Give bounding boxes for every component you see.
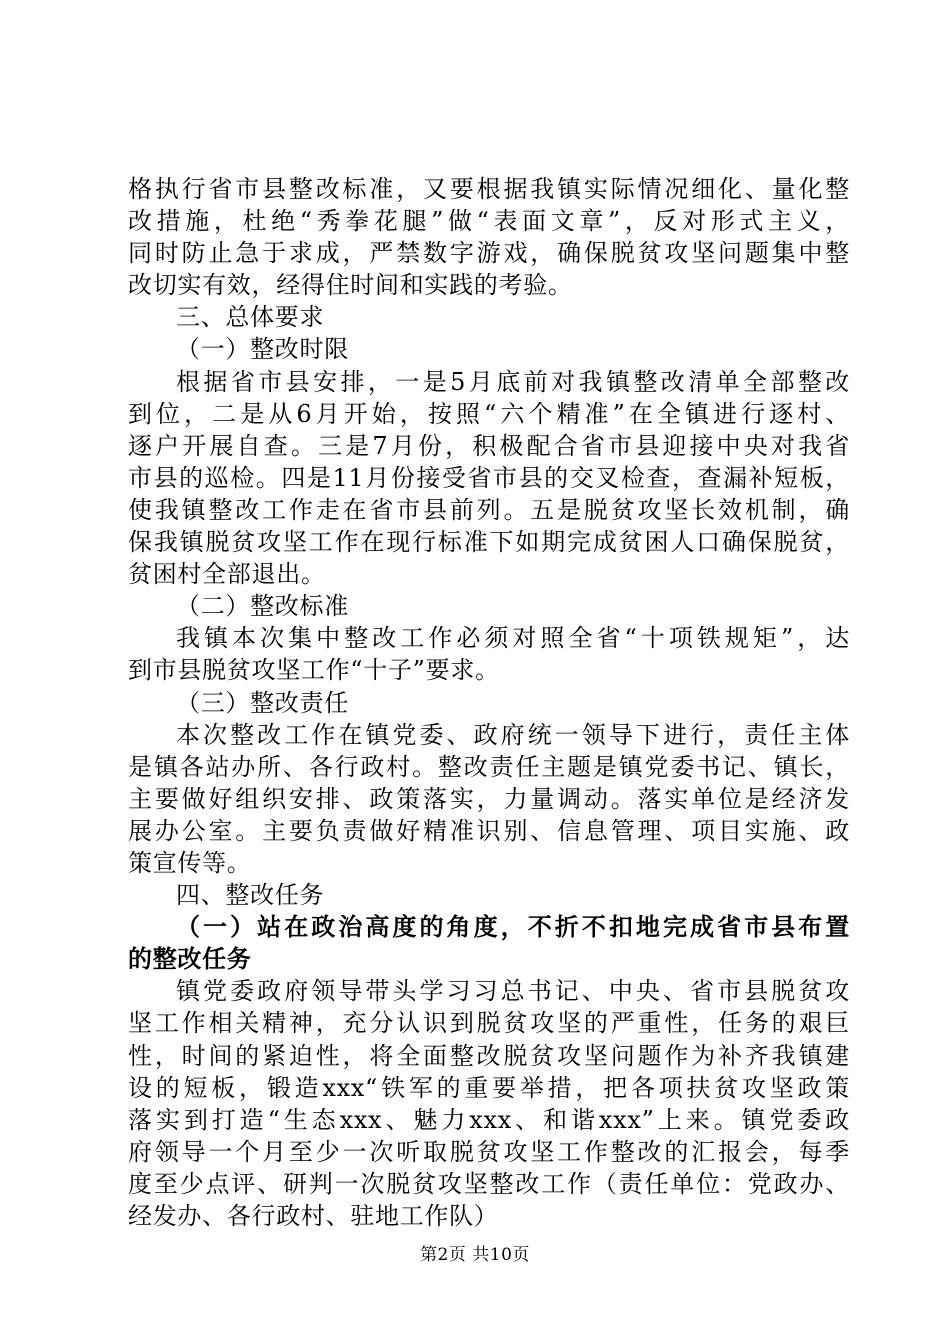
subsection-heading: （一）整改时限 [176,335,349,364]
body-text-line: 坚工作相关精神，充分认识到脱贫攻坚的严重性，任务的艰巨 [128,1009,850,1038]
body-text-line: 性，时间的紧迫性，将全面整改脱贫攻坚问题作为补齐我镇建 [128,1041,850,1070]
subsection-heading: 的整改任务 [128,945,252,974]
body-text-line: 经发办、各行政村、驻地工作队） [128,1202,499,1230]
body-text-line: 本次整改工作在镇党委、政府统一领导下进行，责任主体 [176,720,850,749]
body-text-line: 设的短板，锻造xxx“铁军的重要举措，把各项扶贫攻坚政策 [128,1073,850,1102]
body-text-line: 策宣传等。 [128,848,252,877]
section-heading: 三、总体要求 [176,303,325,332]
body-text-line: 逐户开展自查。三是7月份，积极配合省市县迎接中央对我省 [128,431,850,460]
body-text-line: 主要做好组织安排、政策落实，力量调动。落实单位是经济发 [128,784,850,813]
subsection-heading: （三）整改责任 [176,688,349,717]
body-text-line: 落实到打造“生态xxx、魅力xxx、和谐xxx”上来。镇党委政 [128,1105,850,1134]
body-text-line: 保我镇脱贫攻坚工作在现行标准下如期完成贫困人口确保脱贫， [128,528,850,557]
body-text-line: 市县的巡检。四是11月份接受省市县的交叉检查，查漏补短板， [128,463,850,492]
body-text-line: 是镇各站办所、各行政村。整改责任主题是镇党委书记、镇长， [128,752,850,781]
section-heading: 四、整改任务 [176,881,325,910]
body-text-line: 改措施，杜绝“秀拳花腿”做“表面文章”，反对形式主义， [128,207,850,236]
subsection-heading: （二）整改标准 [176,592,349,621]
body-text-line: 到市县脱贫攻坚工作“十子”要求。 [128,656,500,685]
document-page [128,173,850,1232]
body-text-line: 贫困村全部退出。 [128,560,326,589]
subsection-heading: （一）站在政治高度的角度，不折不扣地完成省市县布置 [176,913,850,942]
body-text-line: 根据省市县安排，一是5月底前对我镇整改清单全部整改 [176,367,850,396]
body-text-line: 到位，二是从6月开始，按照“六个精准”在全镇进行逐村、 [128,399,850,428]
body-text-line: 我镇本次集中整改工作必须对照全省“十项铁规矩”，达 [176,624,850,653]
body-text-line: 度至少点评、研判一次脱贫攻坚整改工作（责任单位：党政办、 [128,1169,850,1198]
page-number-footer: 第2页 共10页 [420,1245,530,1265]
body-text-line: 镇党委政府领导带头学习习总书记、中央、省市县脱贫攻 [176,977,850,1006]
body-text-line: 改切实有效，经得住时间和实践的考验。 [128,271,573,300]
body-text-line: 使我镇整改工作走在省市县前列。五是脱贫攻坚长效机制，确 [128,495,850,524]
body-text-line: 同时防止急于求成，严禁数字游戏，确保脱贫攻坚问题集中整 [128,239,850,268]
body-text-line: 展办公室。主要负责做好精准识别、信息管理、项目实施、政 [128,816,850,845]
body-text-line: 府领导一个月至少一次听取脱贫攻坚工作整改的汇报会，每季 [128,1137,850,1166]
body-text-line: 格执行省市县整改标准，又要根据我镇实际情况细化、量化整 [128,175,850,203]
